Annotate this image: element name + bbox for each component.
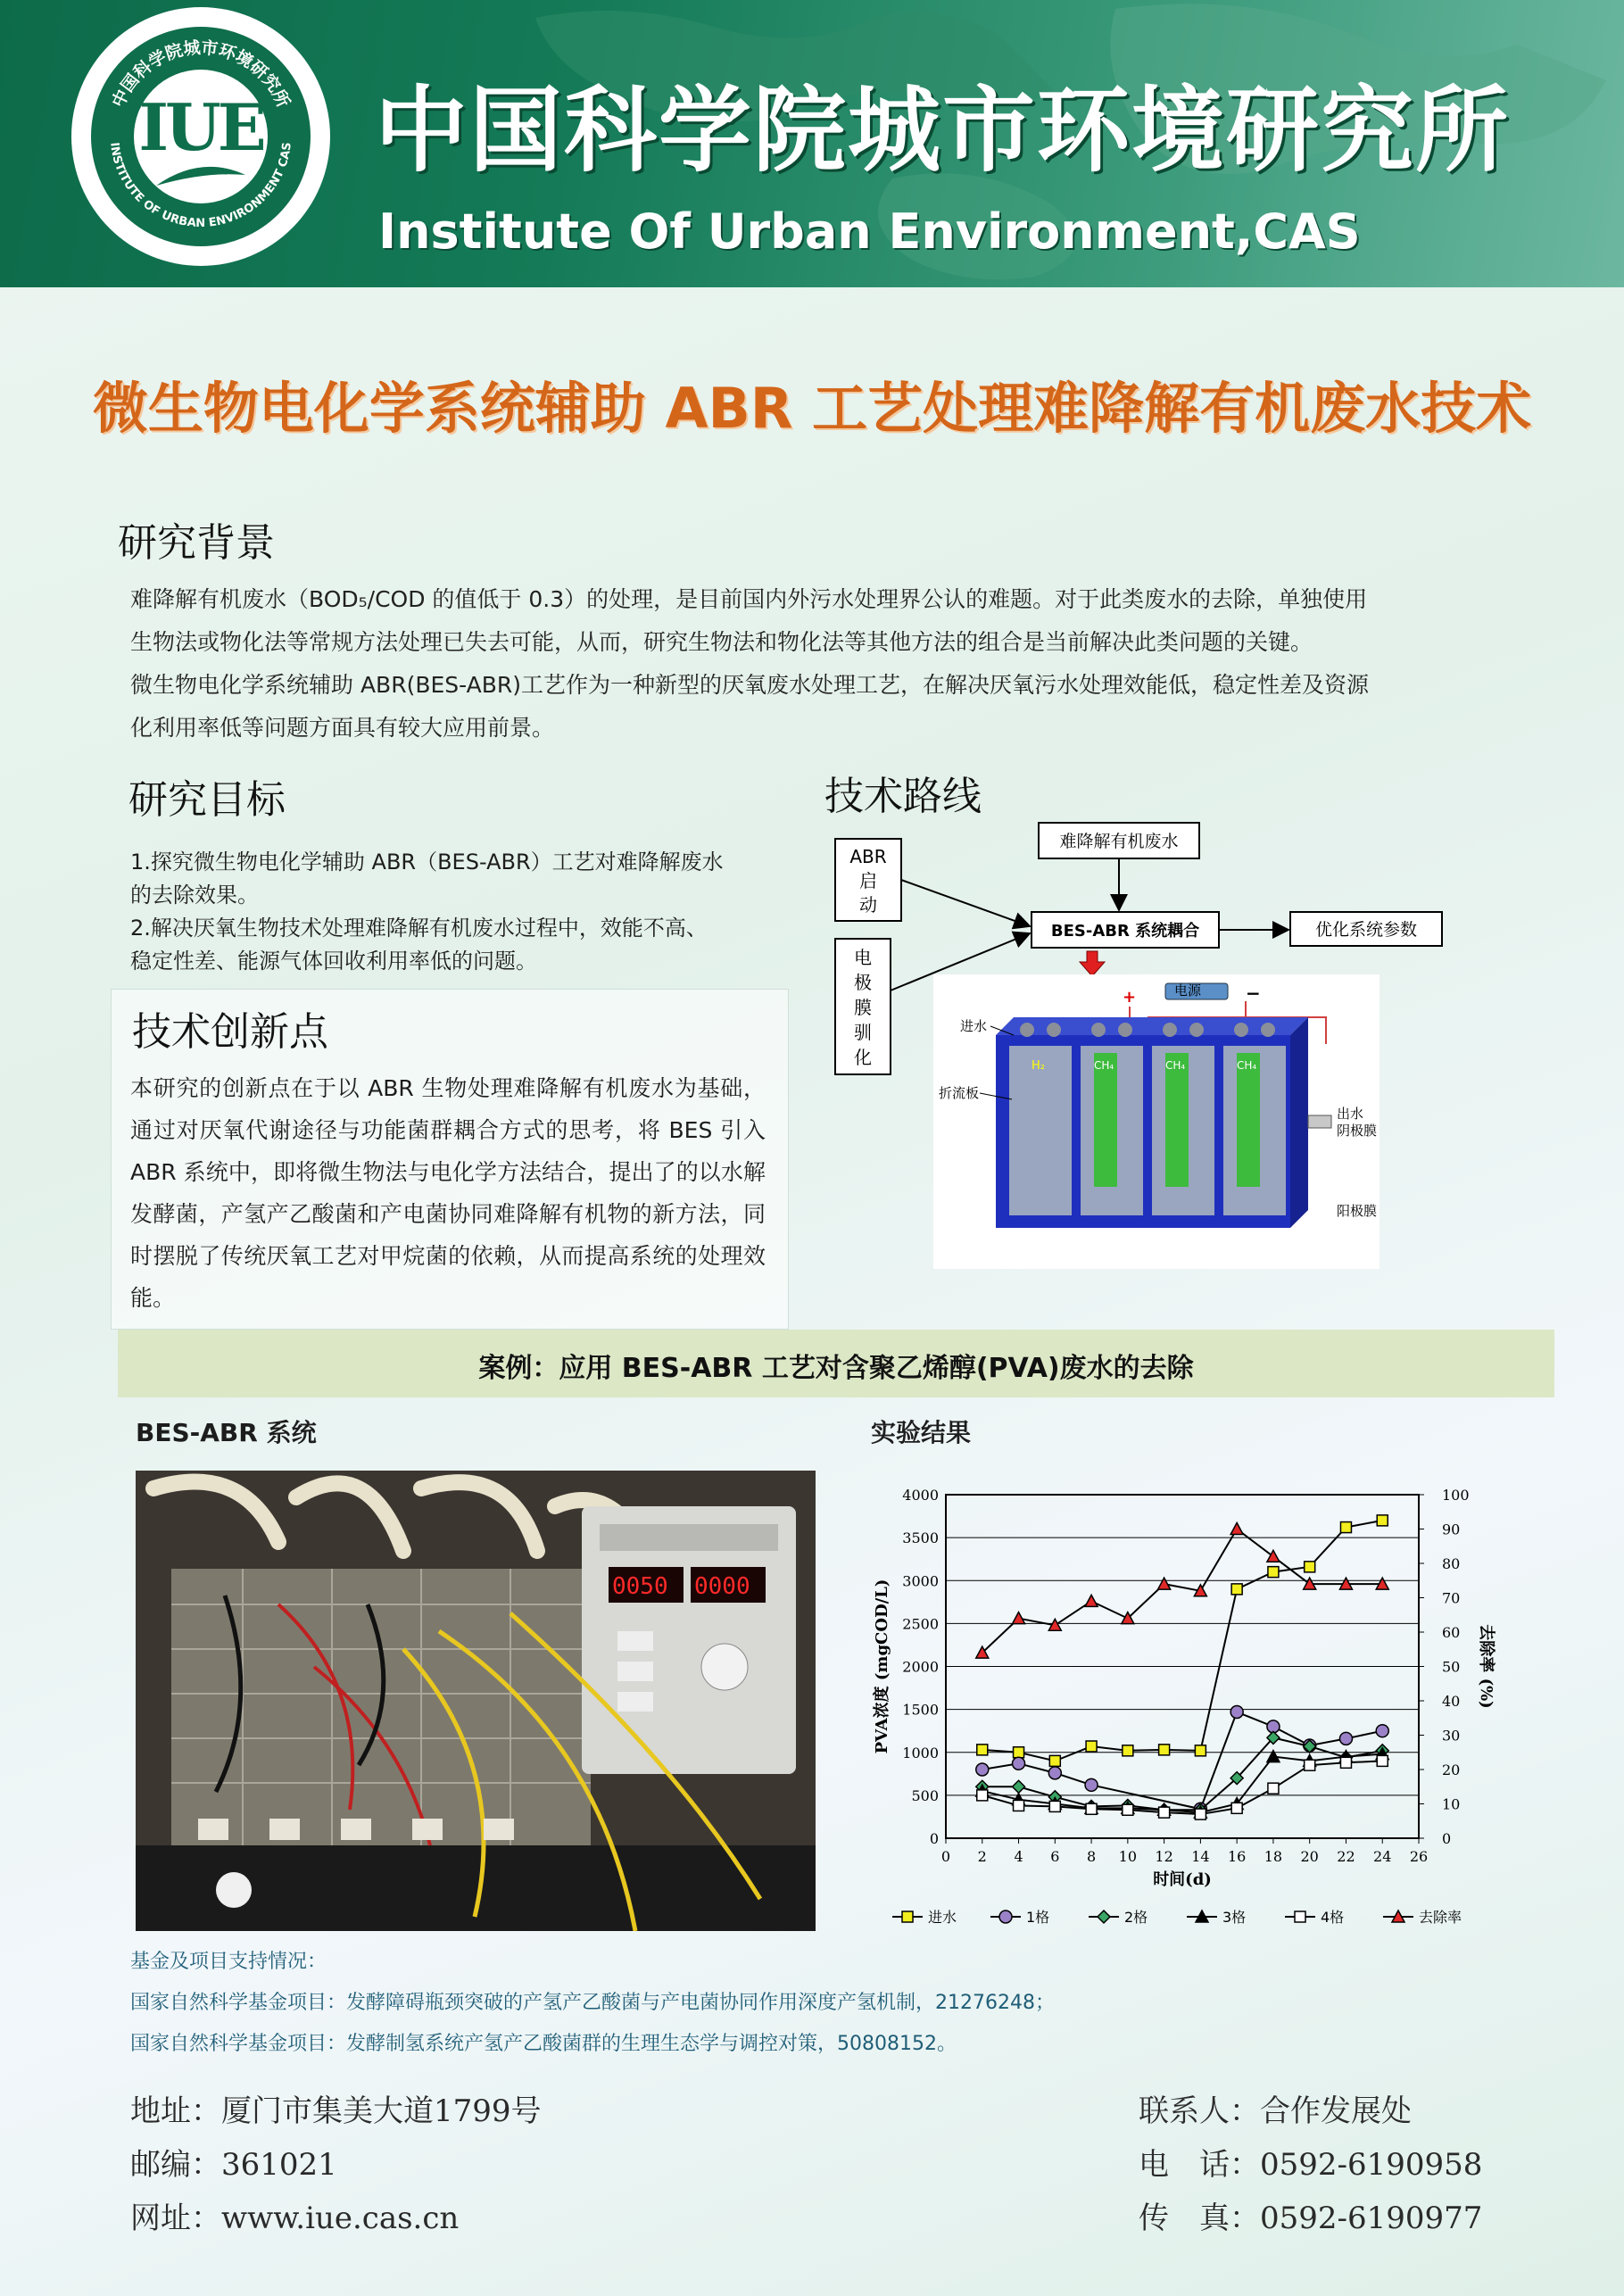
- results-heading: 实验结果: [871, 1418, 972, 1447]
- series-line: [982, 1521, 1382, 1761]
- goals-line: 2.解决厌氧生物技术处理难降解有机废水过程中，效能不高、: [130, 916, 708, 941]
- data-point: [1014, 1747, 1024, 1758]
- goals-line: 的去除效果。: [130, 883, 259, 908]
- data-point: [1295, 1911, 1305, 1922]
- x-tick-label: 2: [977, 1848, 987, 1865]
- x-tick-label: 6: [1050, 1848, 1060, 1865]
- chart-ticks: [902, 1487, 1469, 1865]
- data-point: [1231, 1584, 1242, 1595]
- y2-tick-label: 60: [1442, 1624, 1461, 1641]
- y2-tick-label: 80: [1442, 1555, 1461, 1572]
- funding-line: 国家自然科学基金项目：发酵障碍瓶颈突破的产氢产乙酸菌与产电菌协同作用深度产氢机制，21276248；: [130, 1992, 1055, 2014]
- logo-core: [134, 70, 268, 203]
- background-line: 化利用率低等问题方面具有较大应用前景。: [130, 715, 555, 741]
- series-2格: [976, 1731, 1388, 1816]
- x-tick-label: 0: [940, 1848, 951, 1865]
- data-point: [999, 1911, 1012, 1923]
- outlet-label: 出水: [1337, 1106, 1364, 1122]
- y2-tick-label: 90: [1442, 1521, 1461, 1538]
- data-point: [1376, 1725, 1388, 1737]
- goals-line: 稳定性差、能源气体回收利用率低的问题。: [130, 949, 537, 974]
- data-point: [1159, 1807, 1170, 1818]
- leaf-icon: [152, 159, 250, 191]
- data-point: [1014, 1800, 1024, 1811]
- series-进水: [977, 1515, 1388, 1767]
- background-line: 生物法或物化法等常规方法处理已失去可能，从而，研究生物法和物化法等其他方法的组合是当前解决此类问题的关键。: [130, 629, 1313, 655]
- goals-heading: 研究目标: [128, 777, 286, 823]
- plus-sign: +: [1123, 988, 1137, 1007]
- flow-arrow: [901, 880, 1030, 926]
- legend-label: 4格: [1321, 1909, 1345, 1926]
- y-tick-label: 1500: [902, 1701, 939, 1719]
- abr-start-label: ABR: [849, 846, 887, 867]
- data-point: [1195, 1745, 1206, 1756]
- data-point: [1013, 1780, 1025, 1793]
- inlet-label: 进水: [960, 1018, 988, 1034]
- data-point: [976, 1763, 989, 1776]
- y2-axis-label: 去除率 (%): [1477, 1624, 1496, 1709]
- logo-ring: [91, 27, 311, 246]
- data-point: [1086, 1741, 1097, 1752]
- y2-tick-label: 20: [1442, 1761, 1461, 1778]
- data-point: [1377, 1755, 1388, 1766]
- legend-label: 去除率: [1419, 1909, 1462, 1926]
- y-tick-label: 3000: [902, 1572, 939, 1590]
- poster-title: 微生物电化学系统辅助 ABR 工艺处理难降解有机废水技术: [92, 376, 1532, 441]
- background-heading: 研究背景: [118, 520, 275, 566]
- postal-code: 邮编：361021: [130, 2147, 337, 2183]
- fax-number: 传 真：0592-6190977: [1139, 2201, 1483, 2236]
- wastewater-label: 难降解有机废水: [1059, 832, 1179, 851]
- funding-section: [130, 1942, 1055, 2065]
- ch4-label: CH₄: [1237, 1059, 1257, 1072]
- power-label: 电源: [1174, 982, 1202, 999]
- y-tick-label: 3500: [902, 1529, 939, 1547]
- data-point: [1049, 1755, 1060, 1766]
- data-point: [977, 1790, 988, 1801]
- data-point: [902, 1911, 913, 1922]
- data-point: [1339, 1732, 1352, 1745]
- ch4-label: CH₄: [1094, 1059, 1114, 1072]
- data-point: [1086, 1803, 1097, 1814]
- data-point: [1340, 1522, 1351, 1533]
- electrode-label: 极: [854, 972, 872, 993]
- series-line: [982, 1529, 1382, 1654]
- data-point: [1230, 1523, 1243, 1535]
- x-tick-label: 4: [1014, 1848, 1023, 1865]
- data-point: [1268, 1567, 1279, 1578]
- electrode-label: 电: [854, 947, 872, 968]
- abr-start-label: 启: [859, 870, 877, 891]
- abr-start-label: 动: [859, 894, 877, 916]
- y2-tick-label: 10: [1442, 1795, 1461, 1813]
- phone-number[interactable]: 电 话：0592-6190958: [1139, 2147, 1483, 2183]
- goals-line: 1.探究微生物电化学辅助 ABR（BES-ABR）工艺对难降解废水: [130, 850, 724, 874]
- background-text: [130, 578, 1451, 750]
- funding-line: 国家自然科学基金项目：发酵制氢系统产氢产乙酸菌群的生理生态学与调控对策，50808152。: [130, 2033, 957, 2055]
- y-tick-label: 500: [911, 1786, 939, 1804]
- y2-tick-label: 40: [1442, 1693, 1461, 1710]
- series-line: [982, 1737, 1382, 1810]
- y-tick-label: 2500: [902, 1615, 939, 1633]
- reactor-photo-illustration: [136, 1471, 816, 1931]
- background-line: 微生物电化学系统辅助 ABR(BES-ABR)工艺作为一种新型的厌氧废水处理工艺，在解决厌氧污水处理效能低，稳定性差及资源: [130, 672, 1369, 698]
- website-link[interactable]: 网址：www.iue.cas.cn: [130, 2201, 460, 2236]
- y2-tick-label: 30: [1442, 1727, 1461, 1745]
- data-point: [1013, 1612, 1025, 1624]
- reactor-illustration: [933, 974, 1380, 1269]
- y-tick-label: 0: [929, 1830, 939, 1847]
- y2-tick-label: 100: [1442, 1487, 1470, 1504]
- data-point: [1123, 1745, 1133, 1756]
- data-point: [1230, 1706, 1243, 1719]
- photo-display: 0000: [694, 1573, 750, 1600]
- data-point: [1305, 1562, 1315, 1572]
- contact-person: 联系人：合作发展处: [1139, 2093, 1412, 2129]
- series-1格: [976, 1706, 1388, 1816]
- legend-label: 1格: [1026, 1909, 1050, 1926]
- y-axis-label: PVA浓度 (mgCOD/L): [873, 1579, 891, 1754]
- innovation-text: 本研究的创新点在于以 ABR 生物处理难降解有机废水为基础，通过对厌氧代谢途径与功能菌群耦合方式的思考，将 BES 引入 ABR 系统中，即将微生物法与电化学方法结合，提出了的以水解发酵菌，产氢产乙酸菌和产电菌协同难降解有机物的新方法，同时摆脱了传统厌氧工艺对甲烷菌的依赖，从而提高系统的处理效能。: [130, 1075, 766, 1311]
- funding-heading: 基金及项目支持情况：: [130, 1951, 327, 1973]
- legend-label: 2格: [1124, 1909, 1148, 1926]
- x-tick-label: 8: [1086, 1848, 1097, 1865]
- down-arrow-icon: [1080, 951, 1105, 976]
- y2-tick-label: 50: [1442, 1658, 1461, 1676]
- y-tick-label: 4000: [902, 1487, 939, 1504]
- innovation-heading: 技术创新点: [132, 1009, 328, 1055]
- goals-text: [130, 846, 773, 978]
- data-point: [1158, 1578, 1171, 1589]
- x-axis-label: 时间(d): [1153, 1870, 1212, 1889]
- data-point: [1013, 1757, 1025, 1770]
- data-point: [1305, 1760, 1315, 1770]
- case-banner: [118, 1330, 1554, 1397]
- pva-chart: [857, 1463, 1499, 1936]
- case-title: 案例：应用 BES-ABR 工艺对含聚乙烯醇(PVA)废水的去除: [478, 1353, 1194, 1384]
- electrode-label: 驯: [854, 1022, 872, 1043]
- system-heading: BES-ABR 系统: [136, 1418, 317, 1447]
- data-point: [1340, 1757, 1351, 1768]
- data-point: [1159, 1745, 1170, 1755]
- series-3格: [976, 1748, 1388, 1818]
- h2-label: H₂: [1032, 1059, 1045, 1073]
- anode-label: 阳极膜: [1337, 1203, 1378, 1219]
- header-title-en: Institute Of Urban Environment,CAS: [378, 203, 1361, 260]
- svg-text:INSTITUTE OF URBAN ENVIRONMENT: INSTITUTE OF URBAN ENVIRONMENT CAS: [107, 141, 294, 231]
- data-point: [1085, 1778, 1098, 1791]
- x-tick-label: 20: [1300, 1848, 1319, 1865]
- series-去除率: [976, 1523, 1388, 1659]
- data-point: [1231, 1803, 1242, 1813]
- svg-text:中国科学院城市环境研究所: 中国科学院城市环境研究所: [108, 37, 294, 111]
- minus-sign: −: [1246, 982, 1261, 1004]
- x-tick-label: 14: [1191, 1848, 1210, 1865]
- data-point: [1049, 1801, 1060, 1811]
- data-point: [1267, 1550, 1280, 1562]
- data-point: [1195, 1809, 1206, 1819]
- photo-display: 0050: [612, 1573, 668, 1600]
- ch4-label: CH₄: [1165, 1059, 1186, 1072]
- x-tick-label: 16: [1227, 1848, 1247, 1865]
- data-point: [1048, 1767, 1061, 1779]
- x-tick-label: 18: [1264, 1848, 1283, 1865]
- coupling-label: BES-ABR 系统耦合: [1050, 922, 1200, 941]
- background-line: 难降解有机废水（BOD₅/COD 的值低于 0.3）的处理，是目前国内外污水处理界公认的难题。对于此类废水的去除，单独使用: [130, 586, 1368, 612]
- data-point: [1098, 1911, 1110, 1923]
- header-title-cn: 中国科学院城市环境研究所: [375, 76, 1511, 185]
- legend-label: 3格: [1222, 1909, 1247, 1926]
- chart-series: [976, 1515, 1388, 1819]
- y2-tick-label: 70: [1442, 1589, 1461, 1607]
- data-point: [1123, 1804, 1133, 1815]
- y-tick-label: 1000: [902, 1744, 939, 1761]
- logo-mark: IUE: [138, 89, 263, 165]
- x-tick-label: 10: [1118, 1848, 1138, 1865]
- x-tick-label: 22: [1337, 1848, 1355, 1865]
- system-photo: [136, 1471, 816, 1931]
- x-tick-label: 26: [1409, 1848, 1429, 1865]
- legend-label: 进水: [928, 1909, 957, 1926]
- optimize-label: 优化系统参数: [1314, 920, 1418, 940]
- y-tick-label: 2000: [902, 1658, 939, 1676]
- cathode-label: 阴极膜: [1337, 1123, 1378, 1139]
- data-point: [1268, 1783, 1279, 1794]
- address: 地址：厦门市集美大道1799号: [130, 2093, 542, 2129]
- header-banner: [0, 0, 1624, 287]
- series-line: [982, 1754, 1382, 1812]
- x-tick-label: 12: [1155, 1848, 1173, 1865]
- data-point: [977, 1745, 988, 1755]
- institute-logo: [71, 7, 330, 266]
- y2-tick-label: 0: [1442, 1830, 1452, 1847]
- baffle-label: 折流板: [939, 1085, 980, 1101]
- route-heading: 技术路线: [824, 774, 982, 819]
- route-diagram: [826, 812, 1469, 1276]
- electrode-label: 化: [854, 1047, 872, 1068]
- data-point: [1085, 1595, 1098, 1606]
- series-line: [982, 1712, 1382, 1810]
- data-point: [1377, 1515, 1388, 1526]
- electrode-label: 膜: [854, 997, 872, 1018]
- chart-legend: [892, 1909, 1462, 1926]
- x-tick-label: 24: [1373, 1848, 1392, 1865]
